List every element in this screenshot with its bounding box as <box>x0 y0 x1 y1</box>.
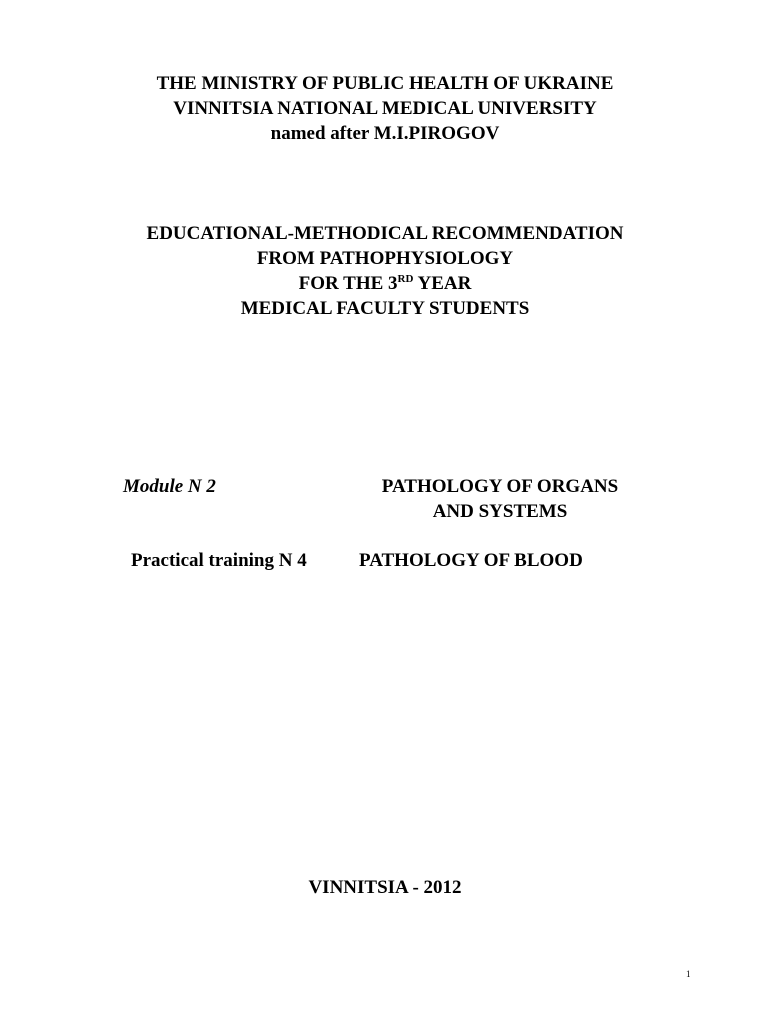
title-line-3 <box>0 271 770 296</box>
training-title: PATHOLOGY OF BLOOD <box>359 550 583 571</box>
ministry-line: THE MINISTRY OF PUBLIC HEALTH OF UKRAINE <box>156 73 614 94</box>
module-title-line-2: AND SYSTEMS <box>432 501 568 522</box>
title-line-1: EDUCATIONAL-METHODICAL RECOMMENDATION <box>146 223 624 244</box>
document-title <box>0 221 770 321</box>
year-prefix: FOR THE 3 <box>298 273 398 294</box>
module-title <box>335 474 665 524</box>
module-label: Module N 2 <box>123 476 216 497</box>
university-line: VINNITSIA NATIONAL MEDICAL UNIVERSITY <box>173 98 597 119</box>
ordinal-superscript: RD <box>397 273 414 285</box>
title-line-2: FROM PATHOPHYSIOLOGY <box>256 248 514 269</box>
city-year: VINNITSIA - 2012 <box>308 877 462 898</box>
year-suffix: YEAR <box>413 273 472 294</box>
training-label: Practical training N 4 <box>131 550 307 571</box>
page-number: 1 <box>686 969 691 979</box>
named-after-line: named after M.I.PIROGOV <box>270 123 500 144</box>
module-title-line-1: PATHOLOGY OF ORGANS <box>381 476 619 497</box>
title-line-4: MEDICAL FACULTY STUDENTS <box>240 298 530 319</box>
institution-header <box>0 71 770 146</box>
